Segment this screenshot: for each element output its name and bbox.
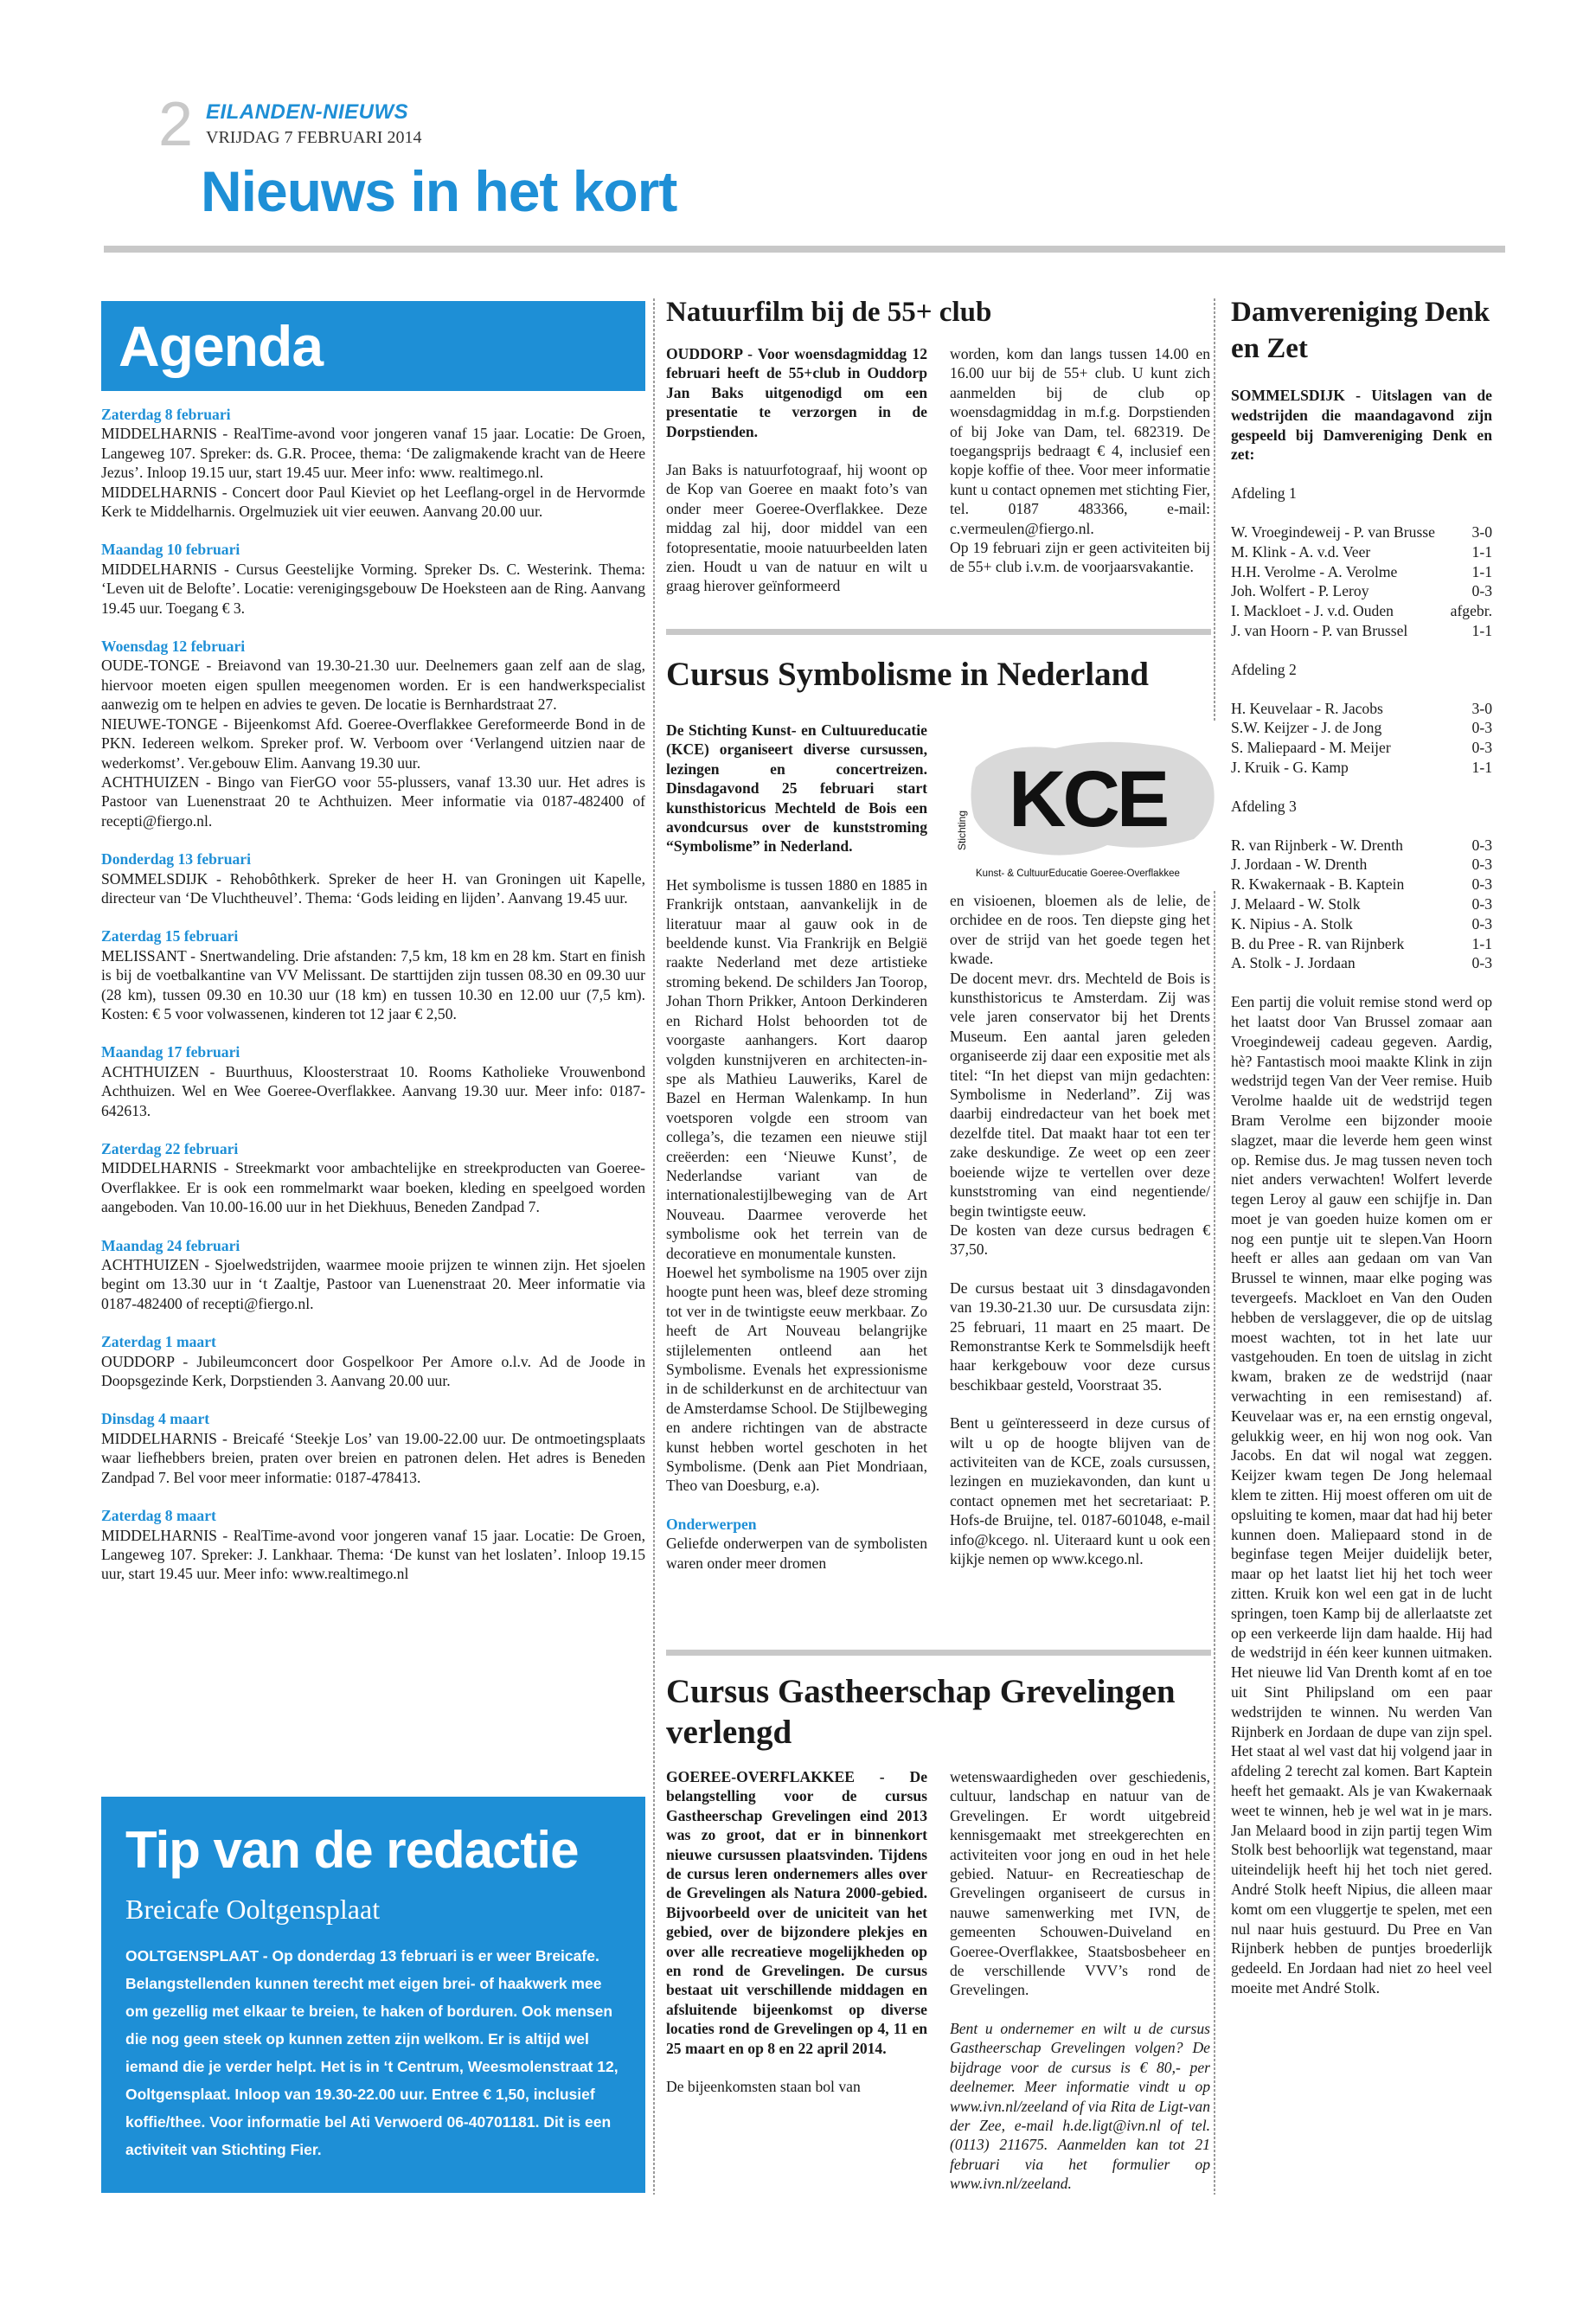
agenda-entry: ACHTHUIZEN - Bingo van FierGO voor 55-plussers, vanaf 13.30 uur. Het adres is Pastoor van Luenenstraat 20 te Achthuizen. Meer informatie via 0187-482400 of recepti@fiergo.nl. — [101, 772, 645, 830]
agenda-date: Zaterdag 15 februari — [101, 927, 239, 945]
dam-match: J. Kruik - G. Kamp — [1231, 758, 1349, 776]
dam-match: J. Jordaan - W. Drenth — [1231, 856, 1368, 874]
dam-result-row — [1231, 601, 1492, 621]
section-separator — [666, 629, 1211, 635]
gastheer-col1 — [666, 1767, 927, 2097]
agenda-date: Woensdag 12 februari — [101, 638, 246, 656]
agenda-date: Zaterdag 8 maart — [101, 1507, 216, 1525]
dam-match: K. Nipius - A. Stolk — [1231, 914, 1353, 933]
dam-body — [1231, 386, 1492, 1998]
dam-result-row — [1231, 836, 1492, 856]
tip-box — [101, 1797, 645, 2193]
dam-score: 0-3 — [1471, 875, 1492, 894]
dam-score: 0-3 — [1471, 954, 1492, 972]
agenda-entry: MIDDELHARNIS - Streekmarkt voor ambachtelijke en streekproducten van Goeree-Overflakkee. Er is ook een rommelmarkt waar boeken, kleding en speelgoed worden aangeboden. Van 10.00-16.00 uur in het Diekhuus, Beneden Zandpad 7. — [101, 1159, 645, 1216]
agenda-date: Zaterdag 1 maart — [101, 1333, 216, 1351]
gastheer-italic: Bent u ondernemer en wilt u de cursus Gastheerschap Grevelingen volgen? De bijdrage voor de cursus is € 80,- per deelnemer. Meer informatie vindt u op www.ivn.nl/zeeland of via Rita de Ligt-van der Zee, e-mail h.de.ligt@ivn.nl of tel. (0113) 211675. Aanmelden kan tot 21 februari via het formulier op www.ivn.nl/zeeland. — [950, 2019, 1210, 2193]
dam-result-row — [1231, 894, 1492, 914]
agenda-item — [101, 1506, 645, 1584]
agenda-header — [101, 301, 645, 391]
dam-result-row — [1231, 758, 1492, 778]
dam-score: 3-0 — [1471, 522, 1492, 541]
dam-result-row — [1231, 934, 1492, 954]
tip-body: OOLTGENSPLAAT - Op donderdag 13 februari is er weer Breicafe. Belangstellenden kunnen terecht met eigen brei- of haakwerk mee om gezellig met elkaar te breien, te haken of borduren. Ook mensen die nog geen steek op kunnen zetten zijn welkom. Er is altijd wel iemand die je verder helpt. Het is in ‘t Centrum, Weesmolenstraat 12, Ooltgensplaat. Inloop van 19.30-22.00 uur. Entree € 1,50, inclusief koffie/thee. Voor informatie bel Ati Verwoerd 06-40701181. Dit is een activiteit van Stichting Fier. — [125, 1947, 619, 2158]
agenda-item — [101, 405, 645, 521]
dam-match: Joh. Wolfert - P. Leroy — [1231, 582, 1369, 600]
issue-date: VRIJDAG 7 FEBRUARI 2014 — [206, 128, 422, 147]
agenda-item — [101, 926, 645, 1023]
kce-logo-graphic — [952, 722, 1230, 891]
gastheer-col2 — [950, 1767, 1210, 2194]
agenda-title: Agenda — [119, 314, 324, 378]
gastheer-lead-block — [666, 1767, 927, 2058]
agenda-list — [101, 405, 645, 1603]
symbolisme-text: Hoewel het symbolisme na 1905 over zijn hoogte punt heen was, bleef deze stroming tot ver in de twintigste eeuw merkbaar. Zo heeft de Art Nouveau belangrijke stijlelementen ontleend aan het Symbolisme. Evenals het expressionisme in de schilderkunst en de architectuur van de Amsterdamse School. De Stijlbeweging en andere richtingen van de abstracte kunst hebben wortel geschoten in het Symbolisme. (Denk aan Piet Mondriaan, Theo van Doesburg, e.a). — [666, 1263, 927, 1495]
dam-result-row — [1231, 699, 1492, 719]
dam-group-label: Afdeling 3 — [1231, 797, 1297, 815]
agenda-item — [101, 1332, 645, 1390]
natuurfilm-col1 — [666, 344, 927, 596]
dam-score: 0-3 — [1471, 719, 1492, 737]
dam-match: S. Maliepaard - M. Meijer — [1231, 739, 1391, 757]
dam-report: Een partij die voluit remise stond werd op het laatst door Van Brussel zomaar aan Vroegindeweij cadeau gegeven. Aardig, hè? Fantastisch mooi maakte Klink in zijn wedstrijd tegen Van der Veer remise. Huib Verolme haalde uit de wedstrijd tegen Bram Verolme een bijzonder mooie slagzet, maar die leverde hem geen winst op. Remise dus. Je mag tussen neven toch niet anders verwachten! Wolfert leverde tegen Leroy al gauw een schijfje in. Dan moet je van goeden huize komen om er nog een puntje uit te slepen.Van Hoorn heeft er alles aan gedaan om van Van Brussel te winnen, maar elke poging was tevergeefs. Mackloet en Van den Ouden hebben de verslaggever, die op de uitslag moest wachten, tot in het late uur vastgehouden. En toen de uitslag in zicht kwam, braken ze de wedstrijd (naar verwachting in een remisestand) af. Keuvelaar was er, na een ernstig ongeval, gelukkig weer, en hij won nog ook. Van Jacobs. En dat wil nogal wat zeggen. Keijzer kwam tegen De Jong helemaal klem te zitten. Hij moest offeren om uit de opsluiting te komen, maar dat had hij beter kunnen doen. Maliepaard stond in de beginfase tegen Meijer duidelijk beter, maar op het laatst liet hij het toch weer zitten. Kruik kon wel een gat in de lucht springen, toen Kamp bij de allerlaatste zet op een verkeerde lijn dam haalde. Hij had de wedstrijd in één keer kunnen uitmaken. Het nieuwe lid Van Drenth komt af en toe uit Sint Philipsland om een paar wedstrijden te winnen. Nu werden Van Rijnberk en Jordaan de dupe van zijn spel. Het staat al wel vast dat hij volgend jaar in afdeling 2 terecht zal komen. Bart Kaptein heeft het gemaakt. Als je van Kwakernaak weet te winnen, heb je wel wat in je mars. Jan Melaard bood in zijn partij tegen Wim Stolk best behoorlijk wat tegenstand, maar uiteindelijk heeft hij het toch niet gered. André Stolk heeft Nipius, die alleen maar komt om een vluggertje te spelen, met een nul naar huis gestuurd. Du Pree en Van Rijnberk hebben de puntjes broederlijk gedeeld. En Jordaan had niet zo heel veel moeite met André Stolk. — [1231, 993, 1492, 1997]
symbolisme-text: De kosten van deze cursus bedragen € 37,50. — [950, 1221, 1210, 1259]
dam-result-row — [1231, 718, 1492, 738]
natuurfilm-title: Natuurfilm bij de 55+ club — [666, 297, 992, 328]
gastheer-lead: De belangstelling voor de cursus Gastheerschap Grevelingen eind 2013 was zo groot, dat er in binnenkort nieuwe cursussen plaatsvinden. Tijdens de cursus leren ondernemers alles over de Grevelingen als Natura 2000-gebied. Bijvoorbeeld over de uniciteit van het gebied, over de bijzondere plekjes en over alle recreatieve mogelijkheden op en rond de Grevelingen. De cursus bestaat uit verschillende middagen en afsluitende bijeenkomst op diverse locaties rond de Grevelingen op 4, 11 en 25 maart en op 8 en 22 april 2014. — [666, 1768, 927, 2057]
agenda-date: Donderdag 13 februari — [101, 850, 251, 868]
agenda-entry: ACHTHUIZEN - Sjoelwedstrijden, waarmee mooie prijzen te winnen zijn. Het sjoelen begint om 13.30 uur in ‘t Zaaltje, Pastoor van Luenenstraat 20. Meer informatie via 0187-482400 of recepti@fiergo.nl. — [101, 1256, 645, 1312]
symbolisme-col2 — [950, 891, 1210, 1568]
dam-match: B. du Pree - R. van Rijnberk — [1231, 934, 1405, 952]
agenda-date: Maandag 24 februari — [101, 1236, 240, 1254]
dam-score: 0-3 — [1471, 856, 1492, 874]
symbolisme-text: en visioenen, bloemen als de lelie, de orchidee en de roos. Ten diepste ging het over de strijd van het goede tegen het kwade. — [950, 892, 1210, 968]
tip-title: Tip van de redactie — [125, 1821, 579, 1879]
agenda-entry: NIEUWE-TONGE - Bijeenkomst Afd. Goeree-Overflakkee Gereformeerde Bond in de PKN. Iedereen welkom. Spreker prof. W. Verboom over ‘Verlangend uitzien naar de wederkomst’. Ver.gebouw Elim. Aanvang 19.30 uur. — [101, 715, 645, 772]
dam-result-row — [1231, 914, 1492, 934]
agenda-item — [101, 637, 645, 830]
dam-score: 1-1 — [1471, 621, 1492, 639]
dam-match: A. Stolk - J. Jordaan — [1231, 954, 1356, 972]
dam-match: M. Klink - A. v.d. Veer — [1231, 542, 1371, 561]
dam-result-row — [1231, 953, 1492, 973]
dam-result-row — [1231, 522, 1492, 542]
dam-match: J. van Hoorn - P. van Brussel — [1231, 621, 1408, 639]
gastheer-text: wetenswaardigheden over geschiedenis, cultuur, landschap en natuur van de Grevelingen. Er wordt uitgebreid kennisgemaakt met streekgerechten en activiteiten voor jong en oud in het hele gebied. Natuur- en Recreatieschap de Grevelingen organiseert de cursus in nauwe samenwerking met IVN, de gemeenten Schouwen-Duiveland en Goeree-Overflakkee, Staatsbosbeheer en de verschillende VVV’s rond de Grevelingen. — [950, 1768, 1210, 1999]
dam-match: R. van Rijnberk - W. Drenth — [1231, 836, 1403, 854]
dam-score: 0-3 — [1471, 739, 1492, 757]
dam-score: 1-1 — [1471, 542, 1492, 561]
agenda-entry: MIDDELHARNIS - RealTime-avond voor jongeren vanaf 15 jaar. Locatie: De Groen, Langeweg 107. Spreker: ds. G.R. Procee, thema: ‘De zaligmakende kracht van de Heere Jezus’. Inloop 19.15 uur, start 19.45 uur. Meer info: www. realtimego.nl. — [101, 425, 645, 482]
agenda-entry: ACHTHUIZEN - Buurthuus, Kloosterstraat 10. Rooms Katholieke Vrouwenbond Achthuizen. Wel en Wee Goeree-Overflakkee. Aanvang 19.30 uur. Meer info: 0187-642613. — [101, 1062, 645, 1119]
dam-title: Damvereniging Denk en Zet — [1231, 297, 1490, 364]
agenda-entry: MIDDELHARNIS - Cursus Geestelijke Vorming. Spreker Ds. C. Westerink. Thema: ‘Leven uit de Belofte’. Locatie: verenigingsgebouw De Hoeksteen aan de Ring. Aanvang 19.45 uur. Toegang € 3. — [101, 560, 645, 617]
kce-logo-caption: Kunst- & CultuurEducatie Goeree-Overflakkee — [976, 868, 1180, 879]
symbolisme-text: De cursus bestaat uit 3 dinsdagavonden van 19.30-21.30 uur. De cursusdata zijn: 25 februari, 11 maart en 25 maart. De Remonstrantse Kerk te Sommelsdijk heeft haar kerkgebouw voor deze cursus beschikbaar gesteld, Voorstraat 35. — [950, 1279, 1210, 1394]
dam-score: 3-0 — [1471, 699, 1492, 717]
dam-match: W. Vroegindeweij - P. van Brusse — [1231, 522, 1435, 541]
agenda-date: Dinsdag 4 maart — [101, 1410, 210, 1428]
agenda-entry: MIDDELHARNIS - RealTime-avond voor jongeren vanaf 15 jaar. Locatie: De Groen, Langeweg 107. Spreker: J. Lankhaar. Thema: ‘De kunst van het loslaten’. Inloop 19.15 uur, start 19.45 uur. Meer info: www.realtimego.nl — [101, 1526, 645, 1583]
natuurfilm-lead: OUDDORP - Voor woensdagmiddag 12 februari heeft de 55+club in Ouddorp Jan Baks uitgenodigd om een presentatie te verzorgen in de Dorpstienden. — [666, 345, 927, 440]
kce-logo-vertical: Stichting — [956, 810, 968, 850]
dam-result-row — [1231, 875, 1492, 894]
symbolisme-title: Cursus Symbolisme in Nederland — [666, 656, 1149, 693]
symbolisme-lead: De Stichting Kunst- en Cultuureducatie (KCE) organiseert diverse cursussen, lezingen en concertreizen. Dinsdagavond 25 februari start kunsthistoricus Mechteld de Bois een avondcursus over de kunststroming “Symbolisme” in Nederland. — [666, 721, 927, 856]
dam-result-row — [1231, 581, 1492, 601]
dam-result-row — [1231, 542, 1492, 562]
natuurfilm-text1: Jan Baks is natuurfotograaf, hij woont op de Kop van Goeree en maakt foto’s van onder meer Goeree-Overflakkee. Deze middag zal hij, door middel van een fotopresentatie, mooie natuurbeelden laten zien. Houdt u van de natuur en wilt u graag hierover geïnformeerd — [666, 461, 927, 595]
natuurfilm-text3: Op 19 februari zijn er geen activiteiten bij de 55+ club i.v.m. de voorjaarsvakantie. — [950, 539, 1210, 576]
dam-results — [1231, 522, 1492, 641]
agenda-entry: MIDDELHARNIS - Concert door Paul Kieviet op het Leeflang-orgel in de Hervormde Kerk te Middelharnis. Orgelmuziek uit vier eeuwen. Aanvang 20.00 uur. — [101, 483, 645, 521]
dam-score: 0-3 — [1471, 914, 1492, 933]
agenda-entry: MELISSANT - Snertwandeling. Drie afstanden: 7,5 km, 18 km en 28 km. Start en finish is bij de voetbalkantine van VV Melissant. De starttijden zijn tussen 08.30 en 09.30 uur (28 km), tussen 09.30 en 10.30 uur (18 km) en tussen 10.30 en 12.00 uur (7,5 km). Kosten: € 5 voor volwassenen, kinderen tot 12 jaar € 2,50. — [101, 946, 645, 1022]
natuurfilm-text2: worden, kom dan langs tussen 14.00 en 16.00 uur bij de 55+ club. U kunt zich aanmelden bij de club op woensdagmiddag in m.f.g. Dorpstienden of bij Joke van Dam, tel. 682319. De toegangsprijs bedraagt € 4, inclusief een kopje koffie of thee. Voor meer informatie kunt u contact opnemen met stichting Fier, tel. 0187 483366, e-mail: c.vermeulen@fiergo.nl. — [950, 345, 1210, 537]
agenda-item — [101, 1042, 645, 1120]
dam-group-label: Afdeling 2 — [1231, 660, 1297, 678]
kce-logo — [952, 722, 1230, 891]
natuurfilm-col2 — [950, 344, 1210, 577]
symbolisme-text: De docent mevr. drs. Mechteld de Bois is kunsthistoricus te Amsterdam. Zij was vele jaren conservator bij het Drents Museum. Een aantal jaren geleden organiseerde zij daar een expositie met als titel: “In het diepst van mijn gedachten: Symbolisme in Nederland”. Zij was daarbij eindredacteur van het boek met dezelfde titel. Dat maakt haar tot een ter zake deskundige. Ze weet op een zeer boeiende wijze te vertellen over deze kunststroming van eind negentiende/ begin twintigste eeuw. — [950, 969, 1210, 1220]
agenda-entry: OUDDORP - Jubileumconcert door Gospelkoor Per Amore o.l.v. Ad de Joode in Doopsgezinde Kerk, Dorpstienden 3. Aanvang 20.00 uur. — [101, 1352, 645, 1390]
agenda-date: Maandag 17 februari — [101, 1043, 240, 1061]
agenda-entry: OUDE-TONGE - Breiavond van 19.30-21.30 uur. Deelnemers gaan zelf aan de slag, hiervoor moeten eigen spullen meegenomen worden. Er is een handwerkspecialist aanwezig om te helpen en advies te geven. De locatie is Bernhardstraat 27. — [101, 657, 645, 714]
dam-score: 1-1 — [1471, 562, 1492, 580]
column-divider — [1214, 298, 1215, 2195]
agenda-item — [101, 540, 645, 618]
dam-result-row — [1231, 562, 1492, 582]
agenda-date: Maandag 10 februari — [101, 541, 240, 559]
dam-results — [1231, 836, 1492, 974]
dam-result-row — [1231, 621, 1492, 641]
dam-match: H.H. Verolme - A. Verolme — [1231, 562, 1398, 580]
kce-logo-text: KCE — [1009, 755, 1167, 843]
agenda-item — [101, 1139, 645, 1217]
dam-match: H. Keuvelaar - R. Jacobs — [1231, 699, 1383, 717]
dam-group-label: Afdeling 1 — [1231, 484, 1297, 503]
agenda-item — [101, 1236, 645, 1314]
dam-score: 1-1 — [1471, 758, 1492, 776]
dam-result-row — [1231, 738, 1492, 758]
agenda-item — [101, 849, 645, 907]
symbolisme-text: Geliefde onderwerpen van de symbolisten waren onder meer dromen — [666, 1535, 927, 1572]
page-title: Nieuws in het kort — [201, 159, 677, 223]
symbolisme-col1 — [666, 721, 927, 1573]
gastheer-title: Cursus Gastheerschap Grevelingen verlengd — [666, 1673, 1176, 1751]
page-number: 2 — [158, 90, 194, 159]
header-rule — [104, 246, 1505, 253]
dam-match: R. Kwakernaak - B. Kaptein — [1231, 875, 1405, 894]
dam-lead: SOMMELSDIJK - Uitslagen van de wedstrijden die maandagavond zijn gespeeld bij Damvereniging Denk en zet: — [1231, 387, 1492, 464]
newspaper-brand: EILANDEN-NIEUWS — [206, 100, 409, 124]
symbolisme-text: Het symbolisme is tussen 1880 en 1885 in Frankrijk ontstaan, aanvankelijk in de literatuur maar al gauw ook in de beeldende kunst. Via Frankrijk en België raakte Nederland met deze artistieke stroming bekend. De schilders Jan Toorop, Johan Thorn Prikker, Antoon Derkinderen en Richard Holst behoorden tot de voorgaste aanhangers. Kort daarop volgden kunstnijveren en architecten-in-spe als Mathieu Lauweriks, Karel de Bazel en Herman Walenkamp. In hun voetsporen volgde een stroom van collega’s, die tezamen een nieuwe stijl creëerden: een ‘Nieuwe Kunst’, de Nederlandse variant van de internationalestijlbeweging van de Art Nouveau. Daarmee veroverde het symbolisme ook het terrein van de decoratieve en monumentale kunsten. — [666, 875, 927, 1262]
agenda-date: Zaterdag 22 februari — [101, 1140, 239, 1157]
gastheer-text: De bijeenkomsten staan bol van — [666, 2078, 861, 2096]
dam-score: 0-3 — [1471, 582, 1492, 600]
dam-score: 1-1 — [1471, 934, 1492, 952]
agenda-entry: MIDDELHARNIS - Breicafé ‘Steekje Los’ van 19.00-22.00 uur. De ontmoetingsplaats waar liefhebbers breien, praten over breien en patronen delen. Het adres is Beneden Zandpad 7. Bel voor meer informatie: 0187-478413. — [101, 1429, 645, 1486]
dam-match: S.W. Keijzer - J. de Jong — [1231, 719, 1382, 737]
dam-score: 0-3 — [1471, 894, 1492, 913]
tip-subtitle: Breicafe Ooltgensplaat — [125, 1894, 381, 1925]
section-separator — [666, 1650, 1211, 1656]
dam-score: afgebr. — [1450, 602, 1492, 620]
dam-match: I. Mackloet - J. v.d. Ouden — [1231, 602, 1394, 620]
dam-match: J. Melaard - W. Stolk — [1231, 894, 1361, 913]
symbolisme-subhead: Onderwerpen — [666, 1515, 757, 1533]
gastheer-lead-place: GOEREE-OVERFLAKKEE - — [666, 1768, 885, 1785]
dam-score: 0-3 — [1471, 836, 1492, 854]
dam-results — [1231, 699, 1492, 778]
column-divider — [653, 298, 655, 2195]
dam-result-row — [1231, 855, 1492, 875]
symbolisme-text: Bent u geïnteresseerd in deze cursus of wilt u op de hoogte blijven van de activiteiten van de KCE, zoals cursussen, lezingen en muziekavonden, dan kunt u contact opnemen met het secretariaat: P. Hofs-de Bruijne, tel. 0187-601048, e-mail info@kcego. nl. Uiteraard kunt u ook een kijkje nemen op www.kcego.nl. — [950, 1414, 1210, 1567]
agenda-entry: SOMMELSDIJK - Rehobôthkerk. Spreker de heer H. van Groningen uit Kapelle, directeur van ‘De Vluchtheuvel’. Thema: ‘Gods leiding en lijden’. Aanvang 19.45 uur. — [101, 869, 645, 907]
agenda-date: Zaterdag 8 februari — [101, 406, 231, 423]
agenda-item — [101, 1409, 645, 1487]
